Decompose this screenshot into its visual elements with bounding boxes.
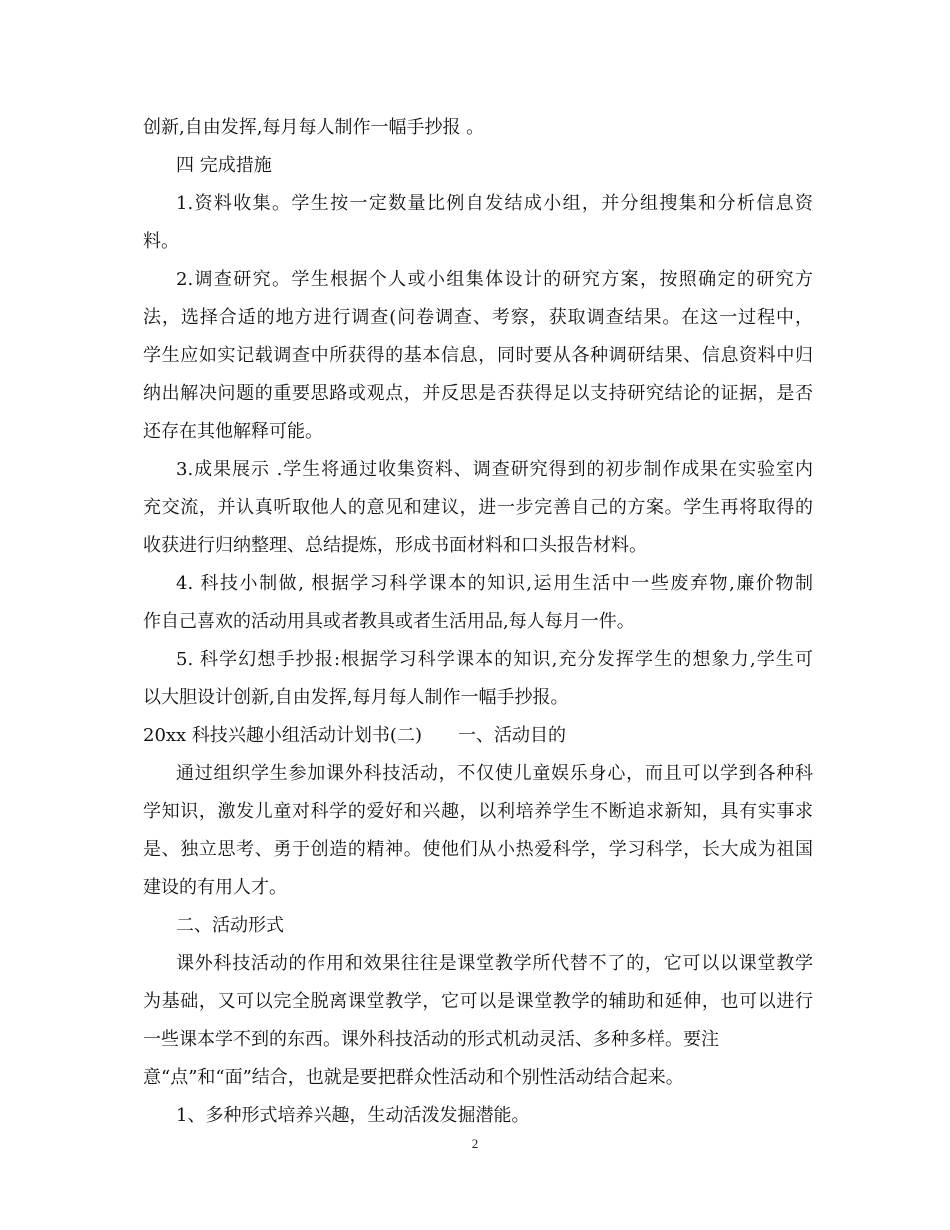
text-line: 创新,自由发挥,每月每人制作一幅手抄报 。 [143, 117, 485, 138]
text-line: 充交流，并认真听取他人的意见和建议，进一步完善自己的方案。学生再将取得的 [143, 497, 813, 518]
text-line: 料。 [143, 231, 179, 252]
section-heading: 二、活动形式 [176, 915, 284, 936]
text-line: 3.成果展示 .学生将通过收集资料、调查研究得到的初步制作成果在实验室内 [176, 459, 813, 480]
text-line: 5. 科学幻想手抄报:根据学习科学课本的知识,充分发挥学生的想象力,学生可 [176, 649, 813, 670]
text-line: 法，选择合适的地方进行调查(问卷调查、考察，获取调查结果。在这一过程中， [143, 307, 813, 328]
text-line: 学生应如实记载调查中所获得的基本信息，同时要从各种调研结果、信息资料中归 [143, 345, 813, 366]
page-number: 2 [471, 1136, 479, 1151]
text-line: 建设的有用人才。 [143, 877, 287, 898]
text-line: 还存在其他解释可能。 [143, 421, 323, 442]
text-line: 学知识，激发儿童对科学的爱好和兴趣，以利培养学生不断追求新知，具有实事求 [143, 801, 813, 822]
document-title-line: 20xx 科技兴趣小组活动计划书(二) 一、活动目的 [143, 725, 566, 746]
text-line: 以大胆设计创新,自由发挥,每月每人制作一幅手抄报。 [143, 687, 569, 708]
section-heading: 四 完成措施 [176, 155, 272, 176]
text-line: 纳出解决问题的重要思路或观点，并反思是否获得足以支持研究结论的证据，是否 [143, 383, 813, 404]
text-line: 课外科技活动的作用和效果往往是课堂教学所代替不了的，它可以以课堂教学 [176, 953, 813, 974]
text-line: 通过组织学生参加课外科技活动，不仅使儿童娱乐身心，而且可以学到各种科 [176, 763, 813, 784]
text-line: 收获进行归纳整理、总结提炼，形成书面材料和口头报告材料。 [143, 535, 647, 556]
text-line: 为基础，又可以完全脱离课堂教学，它可以是课堂教学的辅助和延伸，也可以进行 [143, 991, 813, 1012]
text-line: 作自己喜欢的活动用具或者教具或者生活用品,每人每月一件。 [143, 611, 635, 632]
text-line: 4. 科技小制做, 根据学习科学课本的知识,运用生活中一些废弃物,廉价物制 [176, 573, 813, 594]
text-line: 1.资料收集。学生按一定数量比例自发结成小组，并分组搜集和分析信息资 [176, 193, 813, 214]
text-line: 是、独立思考、勇于创造的精神。使他们从小热爱科学，学习科学，长大成为祖国 [143, 839, 813, 860]
text-line: 1、多种形式培养兴趣，生动活泼发掘潜能。 [176, 1105, 530, 1126]
text-line: 2.调查研究。学生根据个人或小组集体设计的研究方案，按照确定的研究方 [176, 269, 813, 290]
text-line: 意“点”和“面”结合，也就是要把群众性活动和个别性活动结合起来。 [143, 1067, 684, 1088]
text-line: 一些课本学不到的东西。课外科技活动的形式机动灵活、多种多样。要注 [143, 1029, 719, 1050]
